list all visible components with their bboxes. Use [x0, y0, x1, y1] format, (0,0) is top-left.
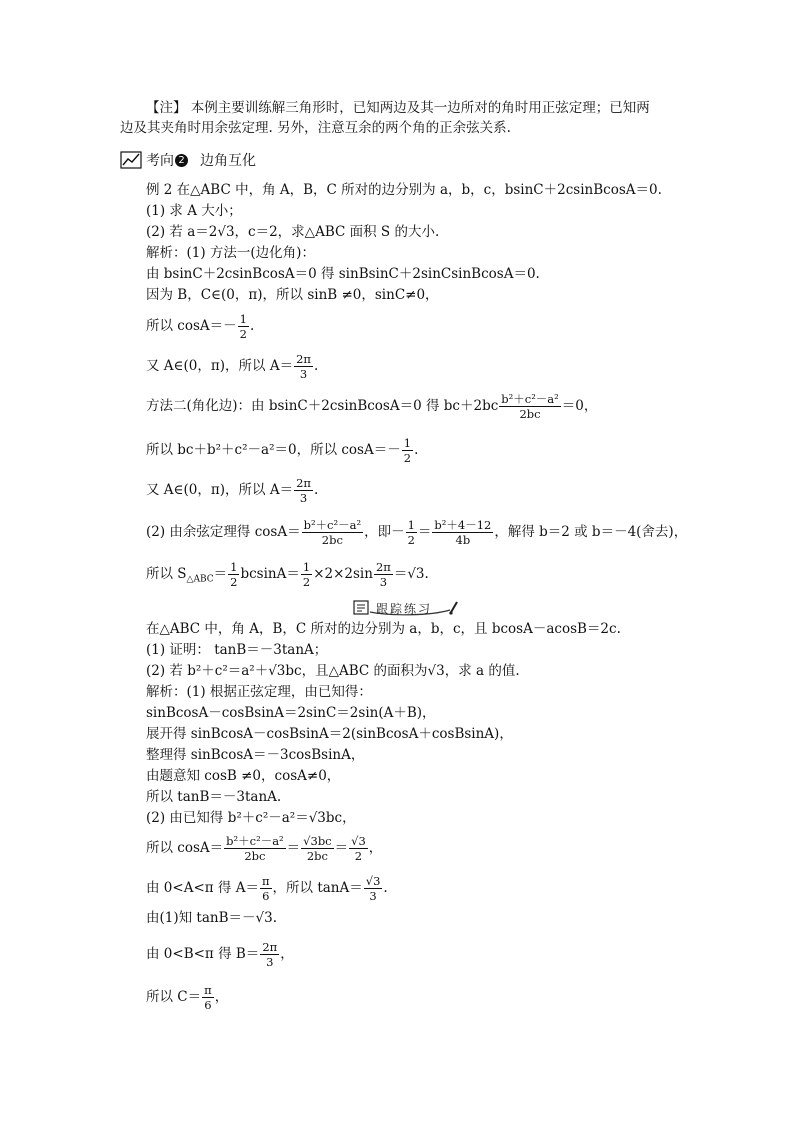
example-line-9: 方法二(角化边)：由 bsinC＋2csinBcosA＝0 得 bc＋2bc $\frac{\text{b²＋c²－a²}}{2bc}$ ＝0， — [146, 392, 598, 421]
example-line-8: 又 A∈(0，π)，所以 A＝ $\frac{2\pi}{3}$ . — [146, 352, 319, 381]
fraction: $\frac{\pi}{6}$ — [204, 983, 212, 1012]
practice-line-10: (2) 由已知得 b²＋c²－a²＝√3bc， — [146, 810, 356, 826]
fraction: $\frac{\pi}{6}$ — [261, 874, 270, 903]
section-prefix: 考向 — [146, 153, 174, 169]
practice-banner — [350, 598, 460, 618]
fraction: $\frac{2\pi}{3}$ — [375, 560, 391, 589]
example-line-13: 所以 $S_{\triangle ABC}=$ $\frac{1}{2}$ bcsinA＝ $\frac{1}{2}$ ×2×2sin $\frac{2\pi}{3}$ ＝√3. — [146, 560, 429, 589]
practice-line-11: 所以 cosA＝ $\frac{\text{b²＋c²－a²}}{2bc}$ ＝ $\frac{√3bc}{2bc}$ ＝ $\frac{√3}{2}$ ， — [146, 834, 383, 863]
practice-line-15: 所以 C＝ $\frac{\pi}{6}$ ， — [146, 983, 229, 1012]
practice-line-3: (2) 若 b²＋c²＝a²＋√3bc，且△ABC 的面积为√3，求 a 的值. — [146, 663, 520, 679]
trend-chart-icon — [120, 151, 142, 169]
practice-line-13: 由(1)知 tanB＝－√3. — [146, 910, 277, 926]
example-line-5: 由 bsinC＋2csinBcosA＝0 得 sinBsinC＋2sinCsinBcosA＝0. — [146, 266, 540, 282]
pencil-icon — [448, 600, 460, 616]
practice-line-9: 所以 tanB＝－3tanA. — [146, 789, 282, 805]
section-number-badge: 2 — [175, 154, 188, 167]
note-line-2: 边及其夹角时用余弦定理. 另外，注意互余的两个角的正余弦关系. — [120, 120, 511, 136]
fraction: $\frac{1}{2}$ — [407, 518, 415, 547]
fraction: $\frac{\text{b²＋c²－a²}}{2bc}$ — [226, 834, 284, 863]
fraction: $\frac{1}{2}$ — [403, 436, 412, 465]
example-line-2: (1) 求 A 大小； — [146, 203, 242, 219]
example-line-7: 所以 cosA＝－ $\frac{1}{2}$ . — [146, 312, 255, 341]
example-line-11: 又 A∈(0，π)，所以 A＝ $\frac{2\pi}{3}$ . — [146, 476, 319, 505]
fraction: $\frac{1}{2}$ — [239, 312, 247, 341]
fraction: $\frac{√3bc}{2bc}$ — [303, 834, 332, 863]
fraction: $\frac{1}{2}$ — [302, 560, 311, 589]
fraction: $\frac{√3}{2}$ — [351, 834, 366, 863]
example-line-4: 解析：(1) 方法一(边化角)： — [146, 245, 315, 261]
example-line-10: 所以 bc＋b²＋c²－a²＝0，所以 cosA＝－ $\frac{1}{2}$ . — [146, 436, 419, 465]
fraction: $\frac{2\pi}{3}$ — [296, 352, 311, 381]
example-line-12: (2) 由余弦定理得 cosA＝ $\frac{\text{b²＋c²－a²}}{2bc}$ ，即－ $\frac{1}{2}$ ＝ $\frac{\text{b²＋4－12}}{4b}$ ，解得 b＝2 或 b＝－4(舍去)， — [146, 518, 688, 547]
practice-line-7: 整理得 sinBcosA＝－3cosBsinA， — [146, 747, 365, 763]
fraction: $\frac{2\pi}{3}$ — [262, 940, 278, 969]
fraction: $\frac{2\pi}{3}$ — [296, 476, 311, 505]
note-line-1: 【注】 本例主要训练解三角形时，已知两边及其一边所对的角时用正弦定理；已知两 — [146, 100, 650, 116]
practice-line-12: 由 0<A<π 得 A＝ $\frac{\pi}{6}$ ，所以 tanA＝ $\frac{√3}{3}$ . — [146, 874, 388, 903]
practice-line-4: 解析：(1) 根据正弦定理，由已知得： — [146, 684, 372, 700]
practice-line-8: 由题意知 cosB ≠0，cosA≠0， — [146, 768, 341, 784]
fraction: $\frac{\text{b²＋c²－a²}}{2bc}$ — [501, 392, 559, 421]
example-line-3: (2) 若 a＝2√3，c＝2，求△ABC 面积 S 的大小. — [146, 224, 440, 240]
practice-line-5: sinBcosA－cosBsinA＝2sinC＝2sin(A＋B)， — [146, 705, 436, 721]
practice-line-1: 在△ABC 中，角 A，B，C 所对的边分别为 a，b，c，且 bcosA－acosB＝2c. — [146, 621, 621, 637]
practice-banner-label: 跟踪练习 — [376, 602, 433, 616]
fraction: $\frac{1}{2}$ — [230, 560, 238, 589]
example-line-1: 例 2 在△ABC 中，角 A，B，C 所对的边分别为 a，b，c，bsinC＋2csinBcosA＝0. — [146, 182, 662, 198]
practice-line-14: 由 0<B<π 得 B＝ $\frac{2\pi}{3}$ ， — [146, 940, 294, 969]
practice-line-6: 展开得 sinBcosA－cosBsinA＝2(sinBcosA＋cosBsinA)， — [146, 726, 513, 742]
section-title: 边角互化 — [200, 153, 256, 169]
fraction: $\frac{\text{b²＋4－12}}{4b}$ — [434, 518, 492, 547]
fraction: $\frac{\text{b²＋c²－a²}}{2bc}$ — [303, 518, 362, 547]
example-line-6: 因为 B，C∈(0，π)，所以 sinB ≠0，sinC≠0， — [146, 287, 439, 303]
fraction: $\frac{√3}{3}$ — [365, 874, 381, 903]
section-heading — [120, 150, 256, 170]
practice-line-2: (1) 证明： tanB＝－3tanA； — [146, 642, 328, 658]
